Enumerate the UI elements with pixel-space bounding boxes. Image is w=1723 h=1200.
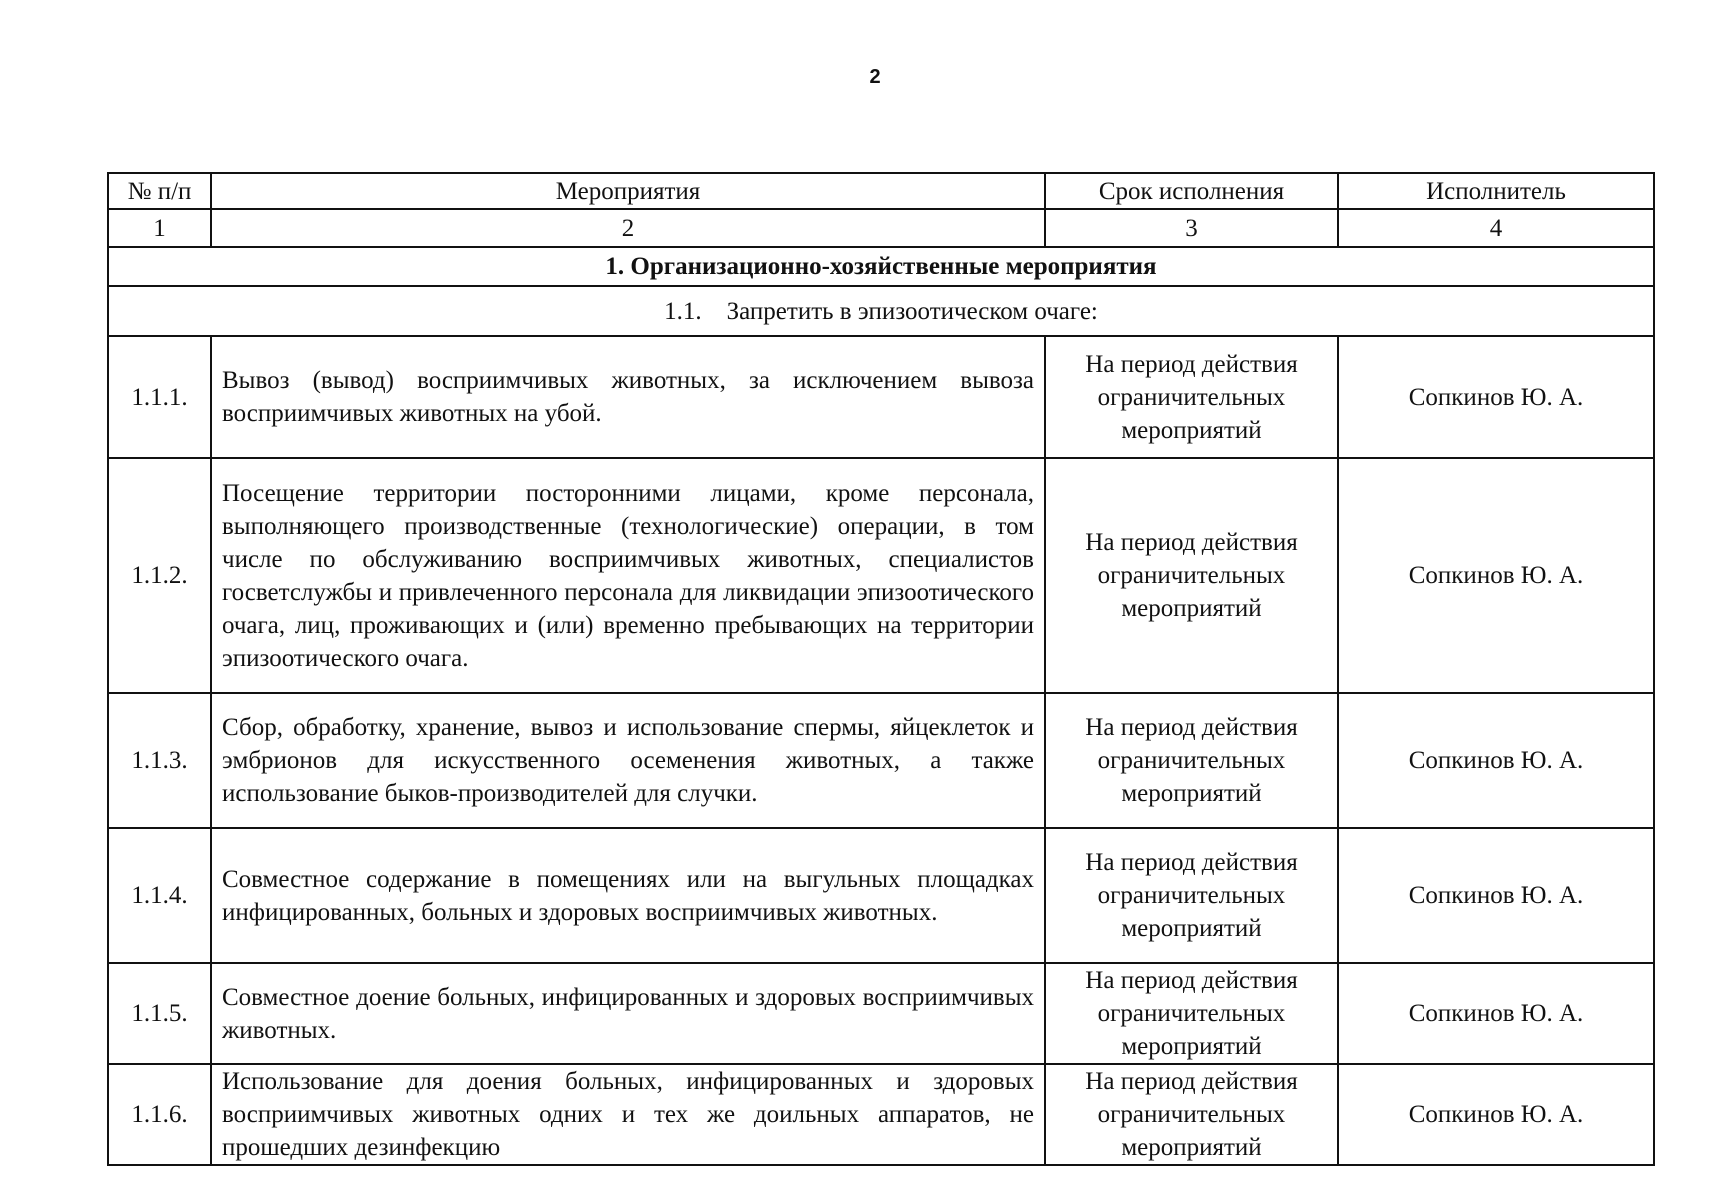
row-number: 1.1.2. [108,458,211,693]
row-term: На период действия ограничительных мероприятий [1045,963,1338,1064]
row-executor: Сопкинов Ю. А. [1338,693,1654,828]
row-measure-text: Совместное доение больных, инфицированных и здоровых восприимчивых животных. [211,963,1045,1064]
column-index: 1 [108,209,211,247]
column-index: 3 [1045,209,1338,247]
row-executor: Сопкинов Ю. А. [1338,963,1654,1064]
row-measure-text: Совместное содержание в помещениях или на выгульных площадках инфицированных, больных и здоровых восприимчивых животных. [211,828,1045,963]
row-executor: Сопкинов Ю. А. [1338,458,1654,693]
header-executor: Исполнитель [1338,173,1654,209]
column-index-row [108,209,1654,247]
row-measure-text: Посещение территории посторонними лицами, кроме персонала, выполняющего производственные (технологические) операции, в том числе по обслуживанию восприимчивых животных, специалистов госветслужбы и привлеченного персонала для ликвидации эпизоотического очага, лиц, проживающих и (или) временно пребывающих на территории эпизоотического очага. [211,458,1045,693]
row-number: 1.1.4. [108,828,211,963]
measures-table [107,172,1655,1166]
column-index: 2 [211,209,1045,247]
header-term: Срок исполнения [1045,173,1338,209]
row-executor: Сопкинов Ю. А. [1338,1064,1654,1165]
subsection-title: 1.1. Запретить в эпизоотическом очаге: [108,286,1654,336]
row-term: На период действия ограничительных мероприятий [1045,693,1338,828]
row-measure-text: Вывоз (вывод) восприимчивых животных, за исключением вывоза восприимчивых животных на убой. [211,336,1045,458]
table-header-row [108,173,1654,209]
page-number: 2 [869,66,881,88]
table-row [108,1064,1654,1165]
row-number: 1.1.3. [108,693,211,828]
row-number: 1.1.6. [108,1064,211,1165]
row-term: На период действия ограничительных мероприятий [1045,828,1338,963]
subsection-row [108,286,1654,336]
section-row [108,247,1654,286]
row-term: На период действия ограничительных мероприятий [1045,336,1338,458]
row-executor: Сопкинов Ю. А. [1338,336,1654,458]
table-row [108,828,1654,963]
table-row [108,963,1654,1064]
section-title: 1. Организационно-хозяйственные мероприятия [108,247,1654,286]
table-row [108,693,1654,828]
header-measures: Мероприятия [211,173,1045,209]
table-row [108,336,1654,458]
row-term: На период действия ограничительных мероприятий [1045,1064,1338,1165]
table-row [108,458,1654,693]
row-number: 1.1.1. [108,336,211,458]
row-measure-text: Сбор, обработку, хранение, вывоз и использование спермы, яйцеклеток и эмбрионов для искусственного осеменения животных, а также использование быков-производителей для случки. [211,693,1045,828]
row-executor: Сопкинов Ю. А. [1338,828,1654,963]
header-number: № п/п [108,173,211,209]
row-number: 1.1.5. [108,963,211,1064]
row-term: На период действия ограничительных мероприятий [1045,458,1338,693]
row-measure-text: Использование для доения больных, инфицированных и здоровых восприимчивых животных одних и тех же доильных аппаратов, не прошедших дезинфекцию [211,1064,1045,1165]
column-index: 4 [1338,209,1654,247]
